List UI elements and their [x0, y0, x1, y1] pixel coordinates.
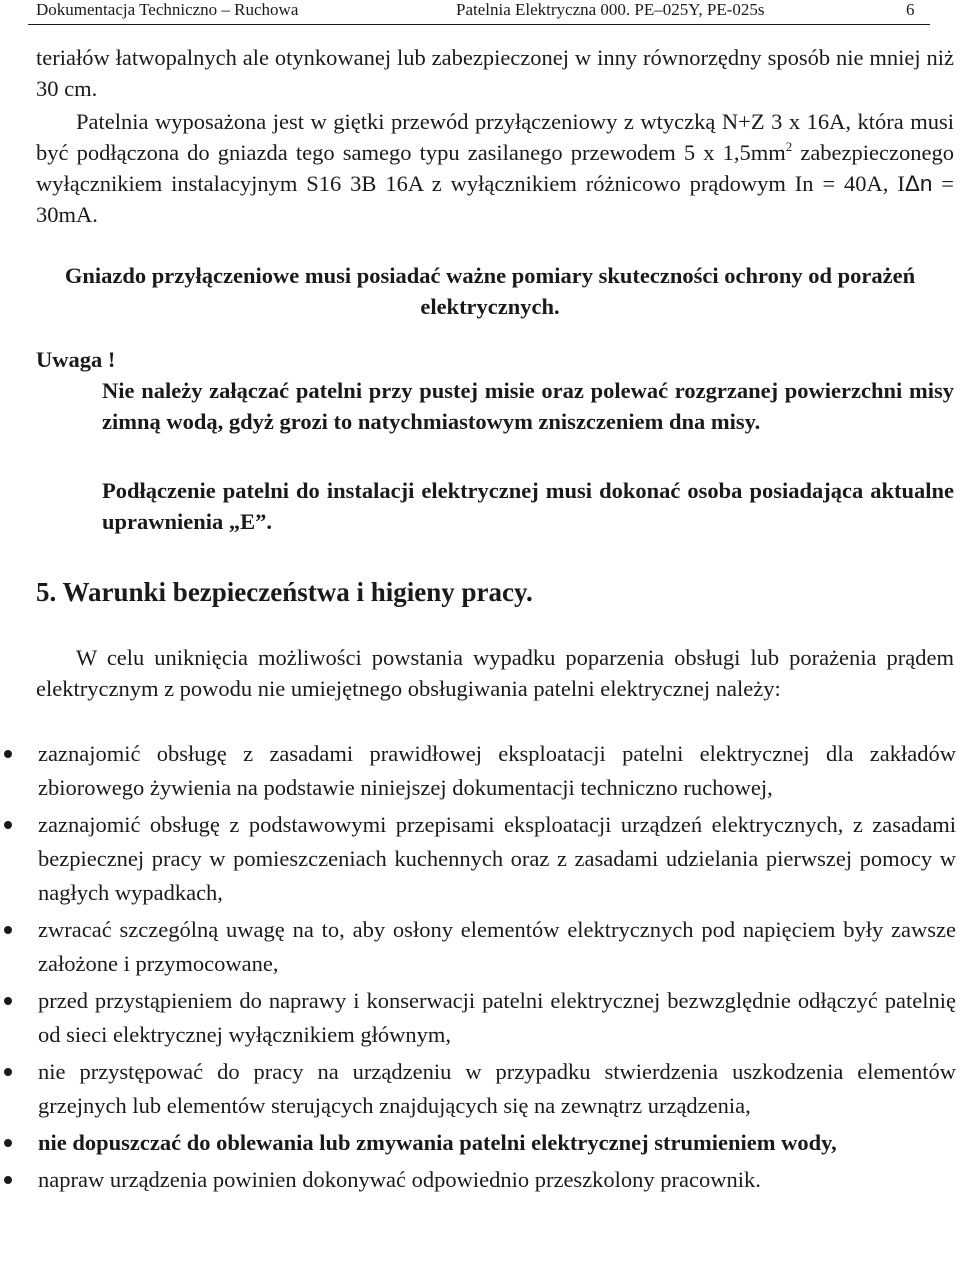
list-item-text: przed przystąpieniem do naprawy i konserwacji patelni elektrycznej bezwzględnie odłączyć patelnię od sieci elektrycznej wyłącznikiem głównym, [38, 988, 956, 1047]
list-item-text: zaznajomić obsługę z zasadami prawidłowej eksploatacji patelni elektrycznej dla zakładów zbiorowego żywienia na podstawie niniejszej dokumentacji techniczno ruchowej, [38, 741, 956, 800]
header-product-name: Patelnia Elektryczna 000. PE–025Y, PE-025s [456, 0, 765, 19]
section-title: Warunki bezpieczeństwa i higieny pracy. [62, 577, 533, 607]
section-intro: W celu uniknięcia możliwości powstania wypadku poparzenia obsługi lub porażenia prądem elektrycznym z powodu nie umiejętnego obsługiwania patelni elektrycznej należy: [36, 645, 954, 701]
warning-label: Uwaga ! [36, 347, 116, 372]
warning-text-electrician: Podłączenie patelni do instalacji elektrycznej musi dokonać osoba posiadająca aktualne uprawnienia „E”. [102, 478, 954, 534]
page-header [0, 0, 960, 26]
cable-superscript: 2 [785, 138, 793, 154]
bullet-icon [4, 1139, 12, 1147]
list-item [0, 1163, 956, 1197]
list-item-text: zwracać szczególną uwagę na to, aby osłony elementów elektrycznych pod napięciem były zawsze założone i przymocowane, [38, 917, 956, 976]
list-item [0, 913, 956, 981]
list-item-text: nie dopuszczać do oblewania lub zmywania patelni elektrycznej strumieniem wody, [38, 1130, 837, 1155]
bullet-icon [4, 1068, 12, 1076]
cable-text-part3: = 30mA. [36, 171, 954, 227]
delta-n-symbol: Δn [904, 171, 933, 196]
bullet-icon [4, 997, 12, 1005]
header-document-title: Dokumentacja Techniczno – Ruchowa [36, 0, 299, 19]
section-number: 5. [36, 577, 57, 607]
list-item-text: zaznajomić obsługę z podstawowymi przepisami eksploatacji urządzeń elektrycznych, z zasadami bezpiecznej pracy w pomieszczeniach kuchennych oraz z zasadami udzielania pierwszej pomocy w nagłych wypadkach, [38, 812, 956, 905]
warning-text-empty-pan: Nie należy załączać patelni przy pustej misie oraz polewać rozgrzanej powierzchni misy zimną wodą, gdyż grozi to natychmiastowym zniszczeniem dna misy. [102, 378, 954, 434]
list-item [0, 984, 956, 1052]
page-number: 6 [906, 0, 915, 19]
list-item [0, 1126, 956, 1160]
bullet-icon [4, 750, 12, 758]
bullet-icon [4, 821, 12, 829]
paragraph-continuation: teriałów łatwopalnych ale otynkowanej lub zabezpieczonej w inny równorzędny sposób nie mniej niż 30 cm. [36, 45, 954, 101]
list-item [0, 1055, 956, 1123]
section-heading [36, 572, 533, 612]
paragraph-connection-cable [36, 106, 954, 230]
bold-notice-socket: Gniazdo przyłączeniowe musi posiadać ważne pomiary skuteczności ochrony od porażeń elektrycznych. [64, 263, 916, 319]
bullet-icon [4, 1176, 12, 1184]
header-divider [28, 24, 930, 25]
safety-rules-list [0, 737, 960, 1200]
cable-text-part1: Patelnia wyposażona jest w giętki przewód przyłączeniowy z wtyczką N+Z 3 x 16A, która musi być podłączona do gniazda tego samego typu zasilanego przewodem 5 x 1,5mm [36, 109, 954, 165]
bullet-icon [4, 926, 12, 934]
list-item-text: nie przystępować do pracy na urządzeniu w przypadku stwierdzenia uszkodzenia elementów grzejnych lub elementów sterujących znajdujących się na zewnątrz urządzenia, [38, 1059, 956, 1118]
list-item-text: napraw urządzenia powinien dokonywać odpowiednio przeszkolony pracownik. [38, 1167, 761, 1192]
list-item [0, 737, 956, 805]
list-item [0, 808, 956, 910]
cable-text-part2: zabezpieczonego wyłącznikiem instalacyjnym S16 3B 16A z wyłącznikiem różnicowo prądowym In = 40A, I [36, 140, 954, 196]
